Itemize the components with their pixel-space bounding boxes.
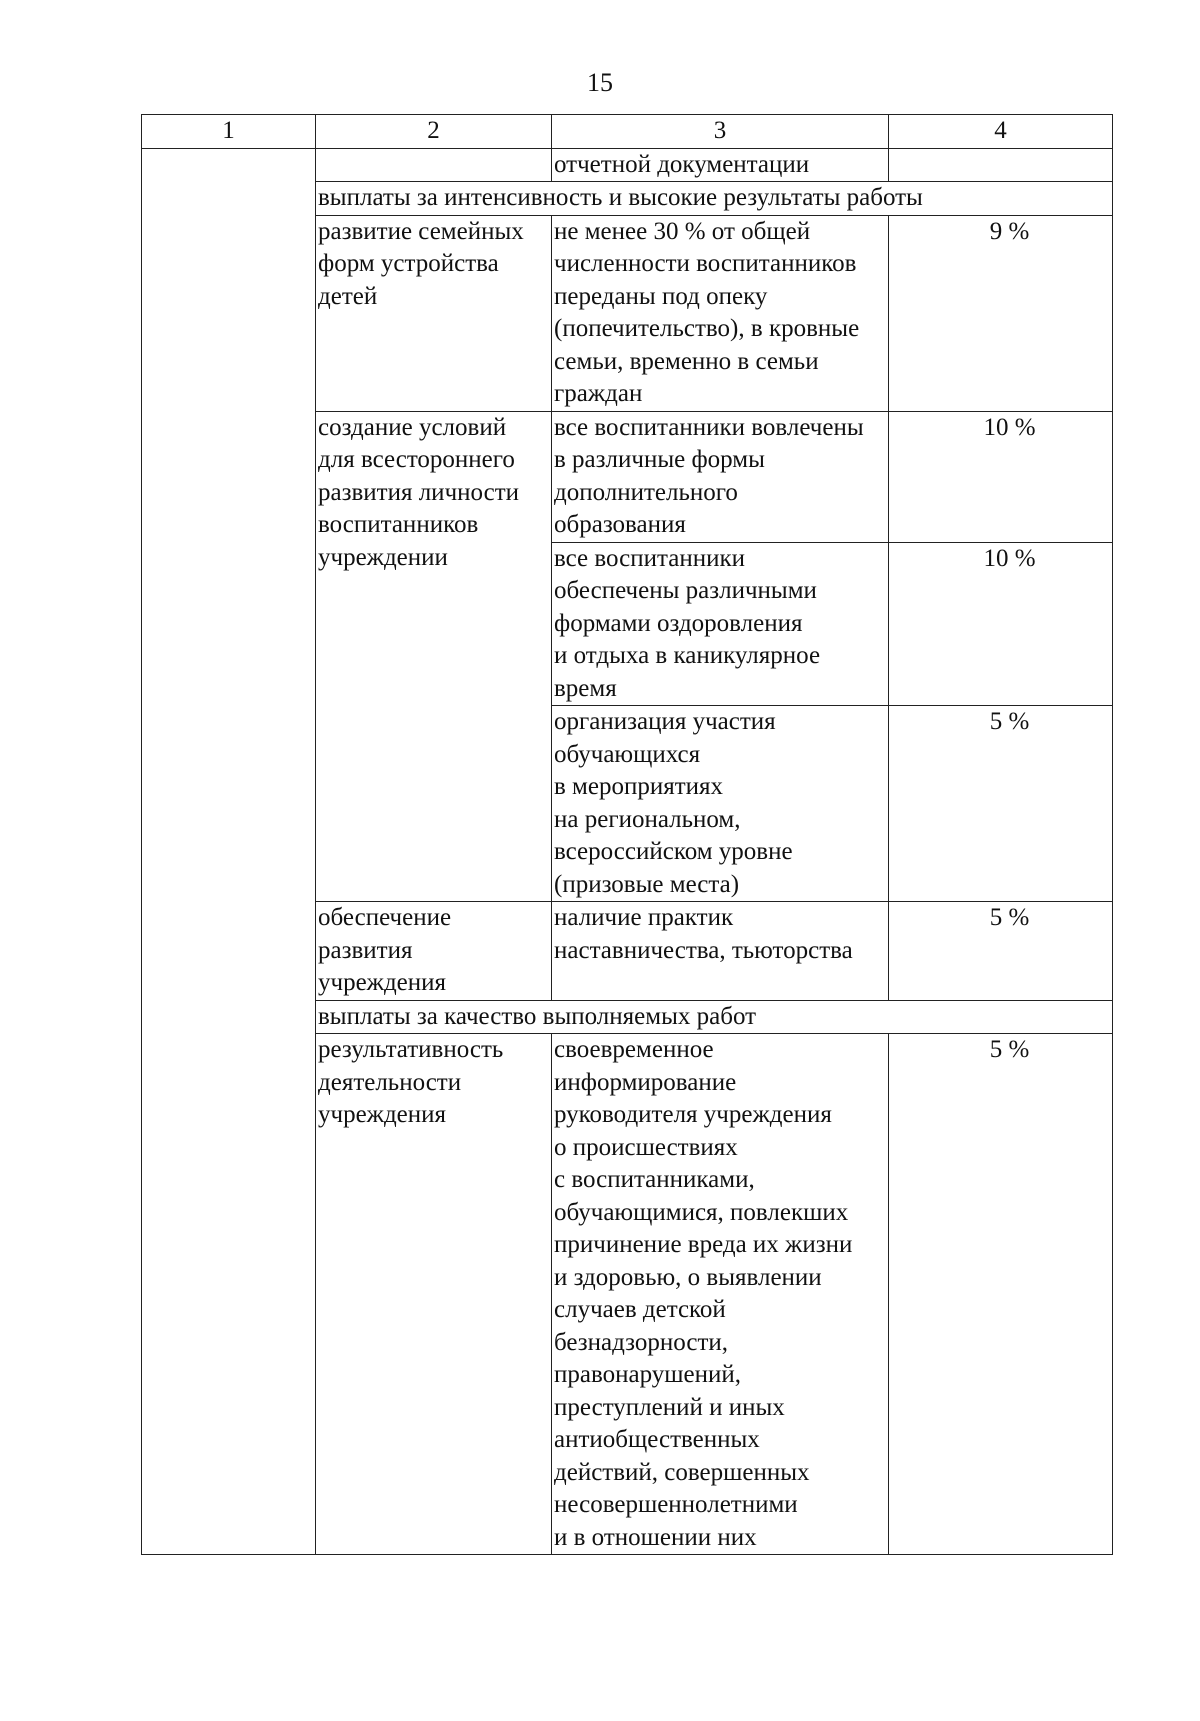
amount-cell: 10 % — [889, 411, 1113, 542]
amount-cell: 5 % — [889, 706, 1113, 902]
indicator-cell: все воспитанники вовлечены в различные формы дополнительного образования — [552, 411, 889, 542]
criterion-cell: обеспечение развития учреждения — [316, 902, 552, 1001]
column-number: 1 — [142, 115, 316, 149]
page-number: 15 — [587, 68, 613, 97]
indicator-cell: не менее 30 % от общей численности воспитанников переданы под опеку (попечительство), в кровные семьи, временно в семьи граждан — [552, 215, 889, 411]
criterion-cell: развитие семейных форм устройства детей — [316, 215, 552, 411]
column-1-cell — [142, 148, 316, 1555]
indicator-cell: наличие практик наставничества, тьюторства — [552, 902, 889, 1001]
amount-cell: 9 % — [889, 215, 1113, 411]
amount-cell: 5 % — [889, 902, 1113, 1001]
section-title: выплаты за качество выполняемых работ — [316, 1000, 1113, 1034]
column-number-row — [142, 115, 1113, 149]
criterion-cell: результативность деятельности учреждения — [316, 1034, 552, 1555]
indicator-cell: организация участия обучающихся в мероприятиях на региональном, всероссийском уровне (призовые места) — [552, 706, 889, 902]
amount-cell: 10 % — [889, 542, 1113, 706]
amount-cell: 5 % — [889, 1034, 1113, 1555]
section-title: выплаты за интенсивность и высокие результаты работы — [316, 182, 1113, 216]
criterion-cell: создание условий для всестороннего развития личности воспитанников учреждении — [316, 411, 552, 902]
column-number: 4 — [889, 115, 1113, 149]
indicator-cell: своевременное информирование руководителя учреждения о происшествиях с воспитанниками, обучающимися, повлекших причинение вреда их жизни и здоровью, о выявлении случаев детской безнадзорности, правонарушений, преступлений и иных антиобщественных действий, совершенных несовершеннолетними и в отношении них — [552, 1034, 889, 1555]
indicator-cell: все воспитанники обеспечены различными формами оздоровления и отдыха в каникулярное время — [552, 542, 889, 706]
column-number: 2 — [316, 115, 552, 149]
indicator-cell: отчетной документации — [552, 148, 889, 182]
criteria-table — [141, 114, 1113, 1555]
criterion-cell — [316, 148, 552, 182]
column-number: 3 — [552, 115, 889, 149]
table-row — [142, 148, 1113, 182]
amount-cell — [889, 148, 1113, 182]
